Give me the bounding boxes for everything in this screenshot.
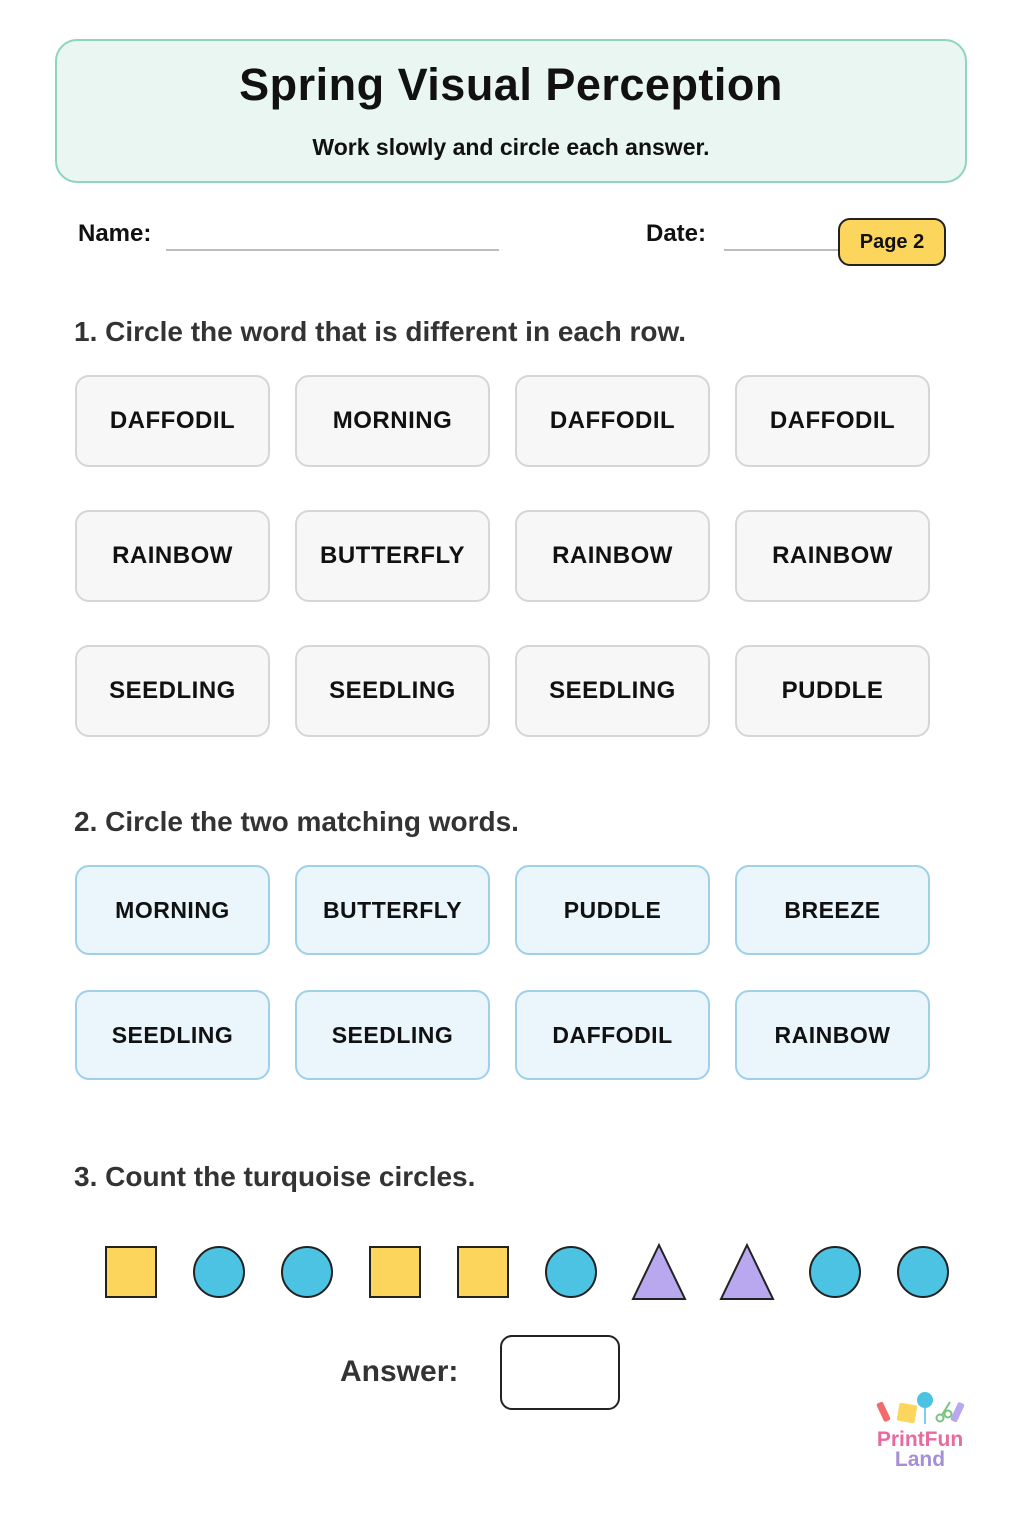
word-card[interactable]: DAFFODIL: [515, 375, 710, 467]
section3-title: 3. Count the turquoise circles.: [74, 1161, 476, 1192]
circle-shape: [194, 1247, 244, 1297]
match-card[interactable]: BUTTERFLY: [295, 865, 490, 955]
printfun-logo: [868, 1388, 972, 1474]
name-label: Name:: [78, 220, 152, 247]
logo-text-printfun: PrintFun: [876, 1428, 964, 1451]
square-shape: [370, 1247, 420, 1297]
word-card[interactable]: MORNING: [295, 375, 490, 467]
section2-title: 2. Circle the two matching words.: [74, 806, 519, 837]
answer-label: Answer:: [340, 1355, 459, 1388]
word-card[interactable]: DAFFODIL: [75, 375, 270, 467]
match-card[interactable]: PUDDLE: [515, 865, 710, 955]
circle-shape: [282, 1247, 332, 1297]
date-label: Date:: [646, 220, 707, 247]
match-card[interactable]: MORNING: [75, 865, 270, 955]
shape-row: [0, 1235, 1024, 1310]
circle-shape: [546, 1247, 596, 1297]
circle-shape: [810, 1247, 860, 1297]
page-badge: Page 2: [838, 218, 946, 266]
word-card[interactable]: RAINBOW: [515, 510, 710, 602]
word-card[interactable]: RAINBOW: [735, 510, 930, 602]
match-card[interactable]: RAINBOW: [735, 990, 930, 1080]
section1-title: 1. Circle the word that is different in each row.: [74, 316, 686, 347]
page-title: Spring Visual Perception: [239, 59, 783, 110]
circle-shape: [898, 1247, 948, 1297]
match-card[interactable]: SEEDLING: [75, 990, 270, 1080]
page-subtitle: Work slowly and circle each answer.: [312, 134, 710, 160]
match-card[interactable]: SEEDLING: [295, 990, 490, 1080]
square-shape: [458, 1247, 508, 1297]
triangle-shape: [633, 1245, 685, 1299]
word-card[interactable]: DAFFODIL: [735, 375, 930, 467]
match-card[interactable]: DAFFODIL: [515, 990, 710, 1080]
word-card[interactable]: SEEDLING: [295, 645, 490, 737]
word-card[interactable]: BUTTERFLY: [295, 510, 490, 602]
logo-graphic-icon: [868, 1388, 972, 1432]
square-shape: [106, 1247, 156, 1297]
worksheet-header: [55, 39, 967, 183]
triangle-shape: [721, 1245, 773, 1299]
match-card[interactable]: BREEZE: [735, 865, 930, 955]
word-card[interactable]: SEEDLING: [75, 645, 270, 737]
word-card[interactable]: SEEDLING: [515, 645, 710, 737]
answer-box[interactable]: [500, 1335, 620, 1410]
word-card[interactable]: RAINBOW: [75, 510, 270, 602]
date-line[interactable]: [724, 249, 844, 251]
name-line[interactable]: [166, 249, 499, 251]
logo-text-land: Land: [894, 1448, 946, 1471]
word-card[interactable]: PUDDLE: [735, 645, 930, 737]
